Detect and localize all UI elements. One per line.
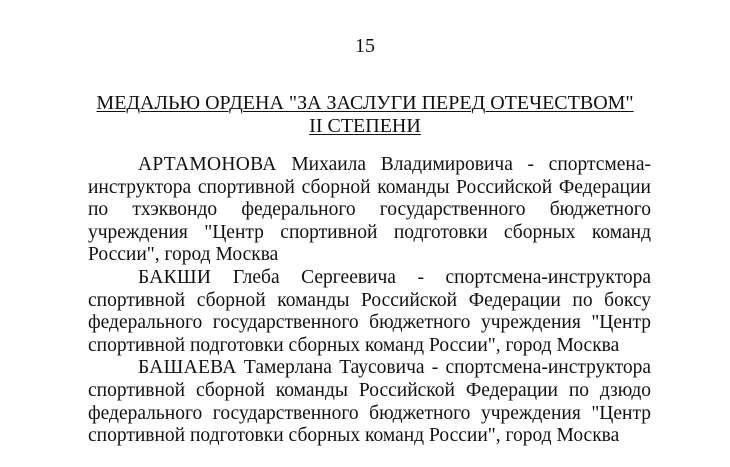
recipients-list <box>88 154 651 448</box>
award-heading-text-1: МЕДАЛЬЮ ОРДЕНА "ЗА ЗАСЛУГИ ПЕРЕД ОТЕЧЕСТВОМ" <box>96 92 634 114</box>
recipient-entry <box>88 357 651 447</box>
award-heading-text-2: II СТЕПЕНИ <box>309 115 421 137</box>
recipient-entry <box>88 154 651 267</box>
recipient-details: Михаила Владимировича - спортсмена-инструктора спортивной сборной команды Российской Федерации по тхэквондо федерального государственного бюджетного учреждения "Центр спортивной подготовки сборных команд России", город Москва <box>88 154 651 266</box>
recipient-entry <box>88 267 651 357</box>
award-heading-line-2 <box>0 114 730 138</box>
award-heading-line-1 <box>0 91 730 115</box>
recipient-details: Глеба Сергеевича - спортсмена-инструктора спортивной сборной команды Российской Федерации по боксу федерального государственного бюджетного учреждения "Центр спортивной подготовки сборных команд России", город Москва <box>88 266 652 356</box>
page-number: 15 <box>355 35 375 57</box>
recipient-surname: БАКШИ <box>138 266 212 288</box>
recipient-surname: БАШАЕВА <box>138 357 237 379</box>
recipient-surname: АРТАМОНОВА <box>138 154 277 175</box>
recipient-details: Тамерлана Таусовича - спортсмена-инструктора спортивной сборной команды Российской Федерации по дзюдо федерального государственного бюджетного учреждения "Центр спортивной подготовки сборных команд России", город Москва <box>88 357 652 447</box>
